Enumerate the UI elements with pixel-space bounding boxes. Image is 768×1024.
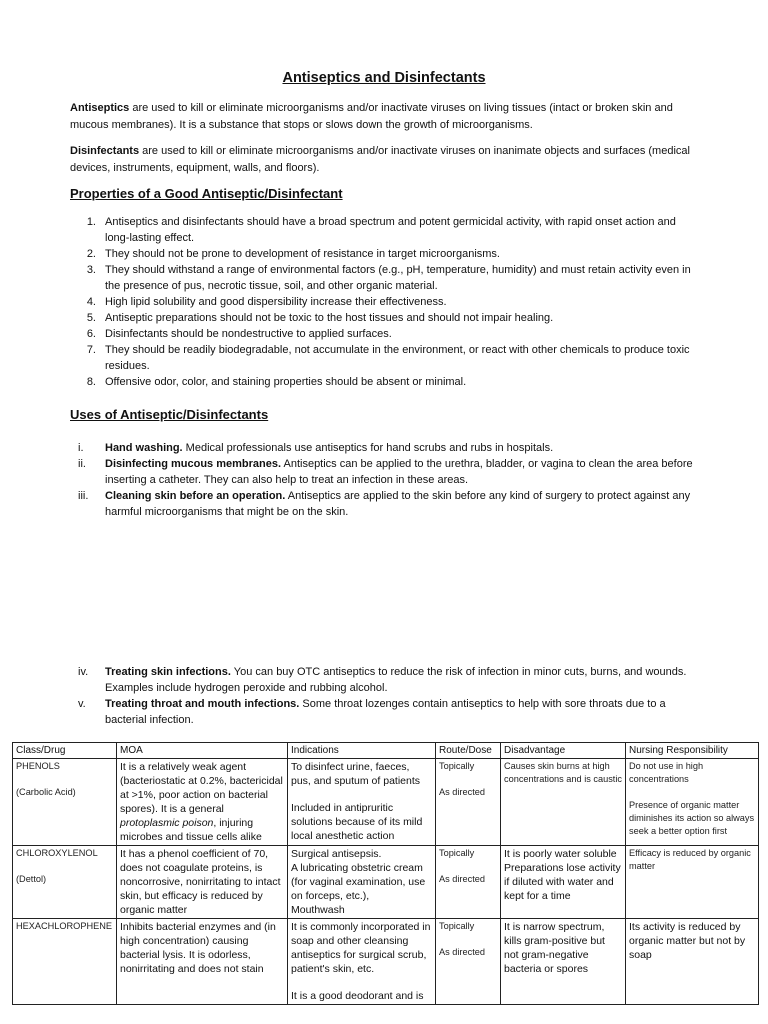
indications-cell: To disinfect urine, faeces, pus, and sputum of patients Included in antipruritic solutions because of its mild local anesthetic action [288, 759, 436, 846]
definition-text: are used to kill or eliminate microorganisms and/or inactivate viruses on inanimate objects and surfaces (medical devices, instruments, equipment, walls, and floors). [70, 145, 690, 174]
indications-cell: It is commonly incorporated in soap and other cleansing antiseptics for surgical scrub, patient's skin, etc. It is a good deodorant and is [288, 919, 436, 1005]
list-item: 6. Disinfectants should be nondestructive to applied surfaces. [86, 328, 392, 340]
moa-cell: It is a relatively weak agent (bacteriostatic at 0.2%, bactericidal at >1%, poor action on bacterial spores). It is a general protoplasmic poison, injuring microbes and tissue cells alike [117, 759, 288, 846]
column-header: Nursing Responsibility [626, 743, 759, 759]
uses-list-continued [70, 664, 700, 728]
drug-cell: HEXACHLOROPHENE [13, 919, 117, 1005]
column-header: Disadvantage [501, 743, 626, 759]
table-row [13, 759, 759, 846]
list-item: iv. Treating skin infections. You can buy OTC antiseptics to reduce the risk of infection in minor cuts, burns, and wounds. Examples include hydrogen peroxide and rubbing alcohol. [78, 666, 687, 694]
column-header: Indications [288, 743, 436, 759]
list-item: 2. They should not be prone to development of resistance in target microorganisms. [86, 248, 500, 260]
column-header: MOA [117, 743, 288, 759]
list-item: v. Treating throat and mouth infections. Some throat lozenges contain antiseptics to help with sore throats due to a bacterial infection. [78, 698, 666, 726]
nursing-cell: Do not use in high concentrations Presence of organic matter diminishes its action so always seek a better option first [626, 759, 759, 846]
definition-text: are used to kill or eliminate microorganisms and/or inactivate viruses on living tissues (intact or broken skin and mucous membranes). It is a substance that stops or slows down the growth of microorganisms. [70, 102, 673, 131]
list-item: 4. High lipid solubility and good dispersibility increase their effectiveness. [86, 296, 447, 308]
drug-table [12, 742, 759, 1005]
list-item: i. Hand washing. Medical professionals use antiseptics for hand scrubs and rubs in hospitals. [78, 442, 554, 454]
properties-list [70, 214, 700, 390]
list-item: ii. Disinfecting mucous membranes. Antiseptics can be applied to the urethra, bladder, or vagina to clean the area before inserting a catheter. They can also help to treat an infection in these areas. [78, 458, 693, 486]
term-disinfectants: Disinfectants [70, 145, 140, 157]
drug-cell: PHENOLS (Carbolic Acid) [13, 759, 117, 846]
nursing-cell: Efficacy is reduced by organic matter [626, 846, 759, 919]
column-header: Class/Drug [13, 743, 117, 759]
list-item: iii. Cleaning skin before an operation. Antiseptics are applied to the skin before any kind of surgery to protect against any harmful microorganisms that might be on the skin. [78, 490, 691, 518]
disadvantage-cell: Causes skin burns at high concentrations and is caustic [501, 759, 626, 846]
moa-cell: It has a phenol coefficient of 70, does not coagulate proteins, is noncorrosive, nonirritating to intact skin, but efficacy is reduced by organic matter [117, 846, 288, 919]
disinfectants-definition [70, 143, 700, 176]
list-item: 7. They should be readily biodegradable, not accumulate in the environment, or react with other chemicals to produce toxic residues. [86, 344, 690, 372]
term-antiseptics: Antiseptics [70, 102, 130, 114]
table-row [13, 846, 759, 919]
list-item: 1. Antiseptics and disinfectants should have a broad spectrum and potent germicidal activity, with rapid onset action and long-lasting effect. [86, 216, 676, 244]
column-header: Route/Dose [436, 743, 501, 759]
moa-cell: Inhibits bacterial enzymes and (in high concentration) causing bacterial lysis. It is odorless, nonirritating and does not stain [117, 919, 288, 1005]
nursing-cell: Its activity is reduced by organic matter but not by soap [626, 919, 759, 1005]
indications-cell: Surgical antisepsis. A lubricating obstetric cream (for vaginal examination, use on forceps, etc.), Mouthwash [288, 846, 436, 919]
properties-heading: Properties of a Good Antiseptic/Disinfectant [70, 186, 343, 201]
uses-list [70, 440, 700, 520]
table-row [13, 919, 759, 1005]
uses-heading: Uses of Antiseptic/Disinfectants [70, 407, 269, 422]
antiseptics-definition [70, 100, 700, 133]
route-cell: Topically As directed [436, 919, 501, 1005]
route-cell: Topically As directed [436, 759, 501, 846]
disadvantage-cell: It is narrow spectrum, kills gram-positive but not gram-negative bacteria or spores [501, 919, 626, 1005]
table-header-row [13, 743, 759, 759]
disadvantage-cell: It is poorly water soluble Preparations lose activity if diluted with water and kept for a time [501, 846, 626, 919]
page-title: Antiseptics and Disinfectants [282, 70, 486, 86]
list-item: 5. Antiseptic preparations should not be toxic to the host tissues and should not impair healing. [86, 312, 554, 324]
route-cell: Topically As directed [436, 846, 501, 919]
list-item: 8. Offensive odor, color, and staining properties should be absent or minimal. [86, 376, 467, 388]
list-item: 3. They should withstand a range of environmental factors (e.g., pH, temperature, humidity) and must retain activity even in the presence of pus, necrotic tissue, soil, and other organic material. [86, 264, 691, 292]
drug-cell: CHLOROXYLENOL (Dettol) [13, 846, 117, 919]
